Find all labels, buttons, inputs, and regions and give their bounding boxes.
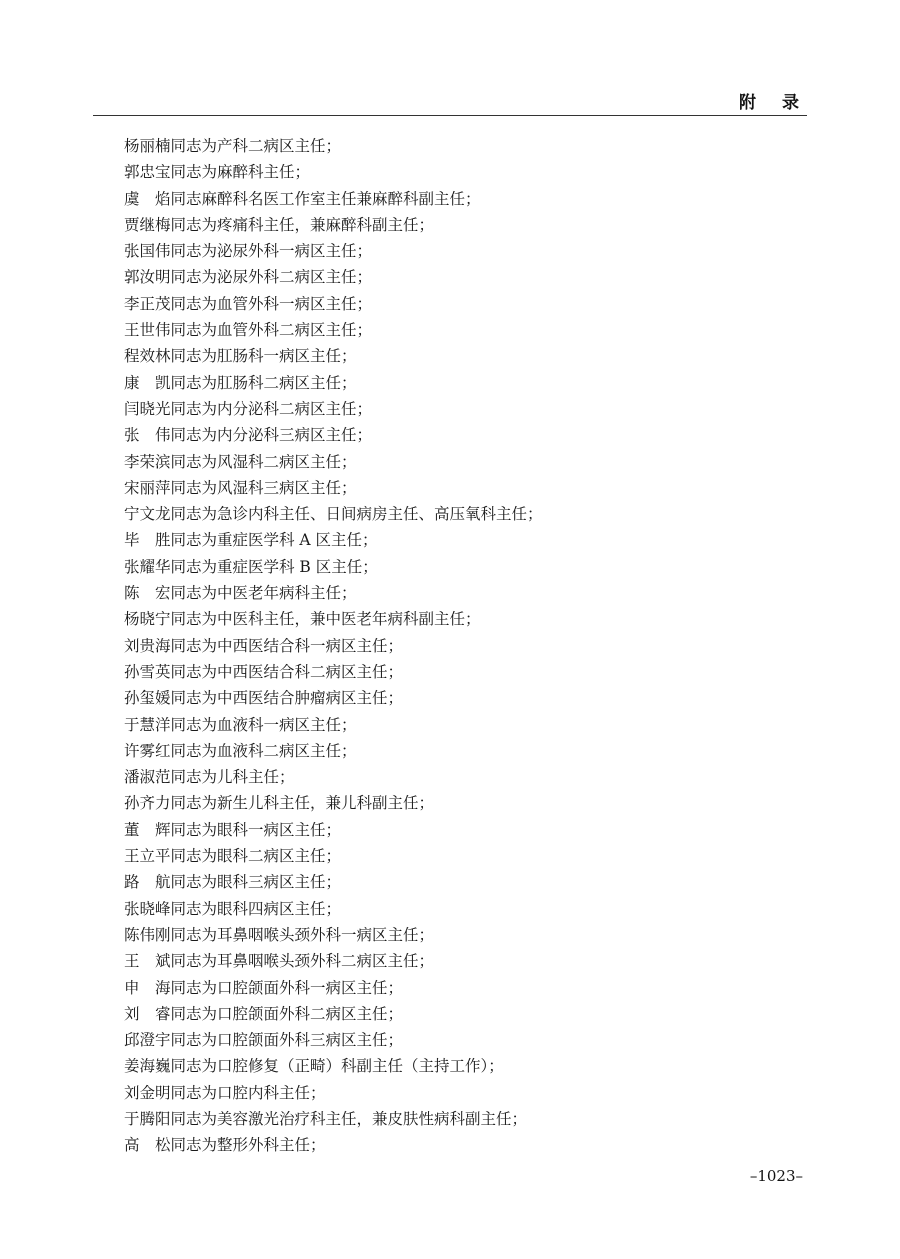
list-item: 路 航同志为眼科三病区主任； [124,873,342,892]
list-item: 孙雪英同志为中西医结合科二病区主任； [124,662,404,681]
list-item: 闫晓光同志为内分泌科二病区主任； [124,399,373,418]
list-item: 康 凯同志为肛肠科二病区主任； [124,373,357,392]
list-item: 宋丽萍同志为风湿科三病区主任； [124,478,357,497]
list-item: 毕 胜同志为重症医学科 A 区主任； [124,531,378,550]
list-item: 宁文龙同志为急诊内科主任、日间病房主任、高压氧科主任； [124,505,543,524]
list-item: 姜海巍同志为口腔修复（正畸）科副主任（主持工作）； [124,1057,504,1076]
page-header [93,86,825,116]
list-item: 潘淑范同志为儿科主任； [124,768,295,787]
list-item: 于腾阳同志为美容激光治疗科主任，兼皮肤性病科副主任； [124,1109,528,1128]
list-item: 贾继梅同志为疼痛科主任，兼麻醉科副主任； [124,215,435,234]
header-title: 附录 [739,93,825,113]
list-item: 孙齐力同志为新生儿科主任，兼儿科副主任； [124,794,435,813]
list-item: 郭忠宝同志为麻醉科主任； [124,163,311,182]
list-item: 刘金明同志为口腔内科主任； [124,1083,326,1102]
list-item: 张耀华同志为重症医学科 B 区主任； [124,557,378,576]
list-item: 高 松同志为整形外科主任； [124,1136,326,1155]
list-item: 陈 宏同志为中医老年病科主任； [124,584,357,603]
list-item: 于慧洋同志为血液科一病区主任； [124,715,357,734]
list-item: 董 辉同志为眼科一病区主任； [124,820,342,839]
list-item: 郭汝明同志为泌尿外科二病区主任； [124,268,373,287]
list-item: 李正茂同志为血管外科一病区主任； [124,294,373,313]
list-item: 王立平同志为眼科二病区主任； [124,847,342,866]
appointment-list [124,133,804,1159]
list-item: 王 斌同志为耳鼻咽喉头颈外科二病区主任； [124,952,435,971]
list-item: 杨丽楠同志为产科二病区主任； [124,137,342,155]
list-item: 张晓峰同志为眼科四病区主任； [124,899,342,918]
list-item: 杨晓宁同志为中医科主任，兼中医老年病科副主任； [124,610,481,629]
page-number: –1023– [749,1167,803,1185]
list-item: 张 伟同志为内分泌科三病区主任； [124,426,373,445]
list-item: 孙玺媛同志为中西医结合肿瘤病区主任； [124,689,404,708]
list-item: 许雾红同志为血液科二病区主任； [124,741,357,760]
list-item: 王世伟同志为血管外科二病区主任； [124,321,373,340]
list-item: 张国伟同志为泌尿外科一病区主任； [124,242,373,261]
list-item: 陈伟刚同志为耳鼻咽喉头颈外科一病区主任； [124,925,435,944]
list-item: 虞 焰同志麻醉科名医工作室主任兼麻醉科副主任； [124,189,481,208]
list-item: 申 海同志为口腔颌面外科一病区主任； [124,978,404,997]
list-item: 刘贵海同志为中西医结合科一病区主任； [124,636,404,655]
list-item: 邱澄宇同志为口腔颌面外科三病区主任； [124,1031,404,1050]
list-item: 李荣滨同志为风湿科二病区主任； [124,452,357,471]
list-item: 刘 睿同志为口腔颌面外科二病区主任； [124,1004,404,1023]
list-item: 程效林同志为肛肠科一病区主任； [124,347,357,366]
header-rule [93,115,807,116]
